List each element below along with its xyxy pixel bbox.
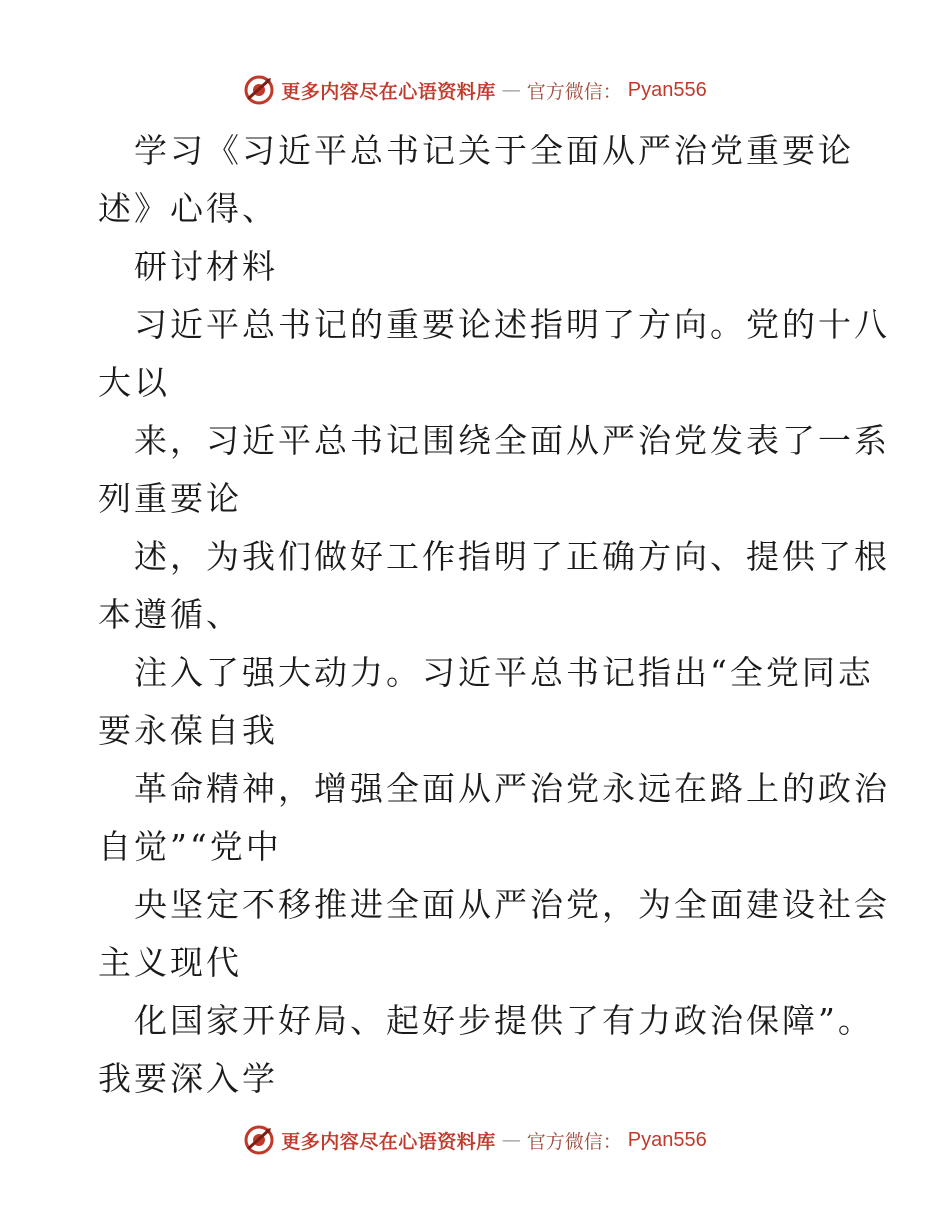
brand-logo-icon <box>243 1124 275 1156</box>
text-line: 我要深入学 <box>98 1059 278 1098</box>
text-line: 述》心得、 <box>98 189 278 228</box>
text-line: 大以 <box>98 363 170 402</box>
text-line: 主义现代 <box>98 943 242 982</box>
text-line: 学习《习近平总书记关于全面从严治党重要论 <box>134 131 854 170</box>
header-banner <box>0 70 950 110</box>
brand-separator: — <box>501 1129 521 1151</box>
text-line: 述，为我们做好工作指明了正确方向、提供了根 <box>134 537 890 576</box>
text-line: 注入了强大动力。习近平总书记指出“全党同志 <box>134 653 874 692</box>
wechat-label: 官方微信： <box>526 80 622 103</box>
brand-logo-icon <box>243 74 275 106</box>
text-line: 研讨材料 <box>134 247 278 286</box>
document-body <box>98 122 890 1108</box>
text-line: 来，习近平总书记围绕全面从严治党发表了一系 <box>134 421 890 460</box>
text-line: 习近平总书记的重要论述指明了方向。党的十八 <box>134 305 890 344</box>
wechat-account: Pyan556 <box>627 1128 707 1151</box>
text-line: 要永葆自我 <box>98 711 278 750</box>
text-line: 革命精神，增强全面从严治党永远在路上的政治 <box>134 769 890 808</box>
text-line: 列重要论 <box>98 479 242 518</box>
wechat-account: Pyan556 <box>627 78 707 101</box>
text-line: 央坚定不移推进全面从严治党，为全面建设社会 <box>134 885 890 924</box>
brand-name: 更多内容尽在心语资料库 <box>281 1130 496 1153</box>
wechat-label: 官方微信： <box>526 1130 622 1153</box>
text-line: 化国家开好局、起好步提供了有力政治保障”。 <box>134 1001 874 1040</box>
footer-banner <box>0 1120 950 1160</box>
brand-separator: — <box>501 79 521 101</box>
text-line: 自觉”“党中 <box>98 827 282 866</box>
text-line: 本遵循、 <box>98 595 242 634</box>
brand-name: 更多内容尽在心语资料库 <box>281 80 496 103</box>
